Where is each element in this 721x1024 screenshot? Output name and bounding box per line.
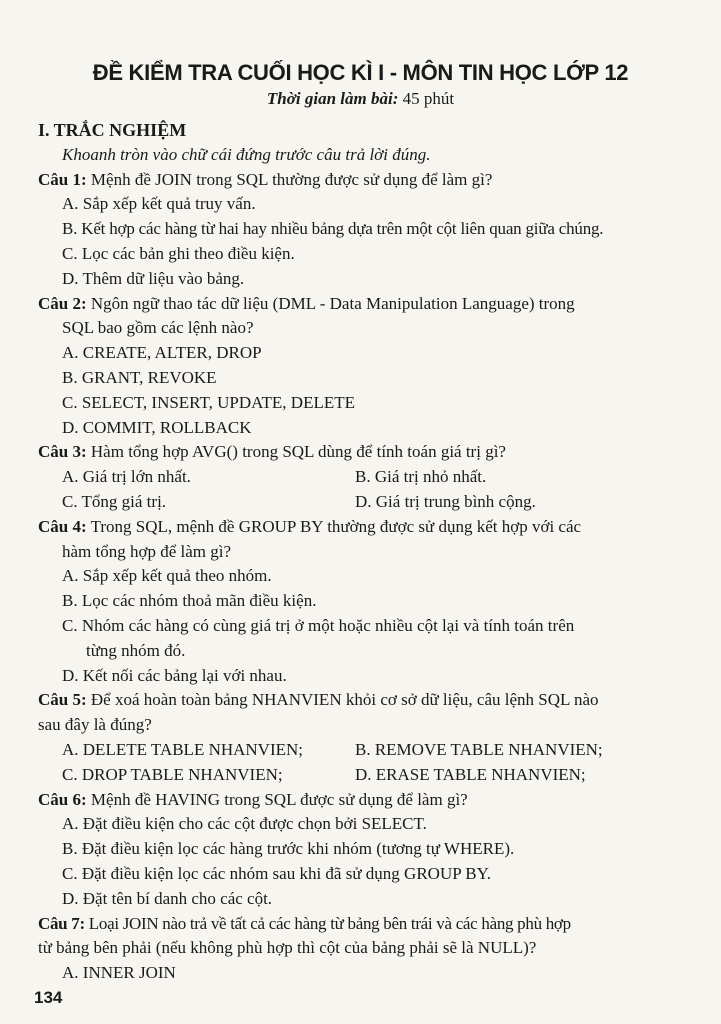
question-text: Mệnh đề JOIN trong SQL thường được sử dụng để làm gì? [86,169,493,189]
instruction: Khoanh tròn vào chữ cái đứng trước câu trả lời đúng. [62,144,431,164]
question-label: Câu 4: [38,516,87,536]
section-heading: I. TRẮC NGHIỆM [38,120,187,140]
option-d: D. COMMIT, ROLLBACK [62,417,252,437]
exam-title: ĐỀ KIỂM TRA CUỐI HỌC KÌ I - MÔN TIN HỌC LỚP 12 [92,60,629,85]
option-c: C. DROP TABLE NHANVIEN; [62,764,283,784]
question-1 [38,168,660,193]
question-label: Câu 3: [38,442,87,462]
question-text: Hàm tổng hợp AVG() trong SQL dùng để tính toán giá trị gì? [86,442,506,462]
question-text: Ngôn ngữ thao tác dữ liệu (DML - Data Manipulation Language) trong [86,293,575,313]
option-b: B. Đặt điều kiện lọc các hàng trước khi nhóm (tương tự WHERE). [62,839,515,859]
option-c-cont: từng nhóm đó. [86,640,186,660]
option-d: D. Kết nối các bảng lại với nhau. [62,665,287,685]
question-text-cont: hàm tổng hợp để làm gì? [62,541,232,561]
option-a: A. CREATE, ALTER, DROP [62,343,262,363]
option-b: B. Lọc các nhóm thoả mãn điều kiện. [62,591,317,611]
option-c: C. Đặt điều kiện lọc các nhóm sau khi đã sử dụng GROUP BY. [62,863,491,883]
question-label: Câu 2: [38,293,87,313]
option-c [38,614,660,664]
question-text-cont: SQL bao gồm các lệnh nào? [62,318,254,338]
option-c-text: C. Nhóm các hàng có cùng giá trị ở một hoặc nhiều cột lại và tính toán trên [62,615,575,635]
option-d: D. ERASE TABLE NHANVIEN; [355,764,586,784]
question-label: Câu 1: [38,169,87,189]
question-5 [38,688,660,713]
option-c: C. Lọc các bản ghi theo điều kiện. [62,243,295,263]
option-d: D. Đặt tên bí danh cho các cột. [62,888,273,908]
question-label: Câu 5: [38,690,87,710]
option-b: B. REMOVE TABLE NHANVIEN; [355,739,603,759]
question-6 [38,788,660,813]
option-d: D. Thêm dữ liệu vào bảng. [62,268,245,288]
question-text: Mệnh đề HAVING trong SQL được sử dụng để làm gì? [86,789,468,809]
option-a: A. Đặt điều kiện cho các cột được chọn bởi SELECT. [62,814,427,834]
question-3 [38,440,660,465]
question-4 [38,515,660,540]
option-a: A. INNER JOIN [62,963,176,983]
question-label: Câu 7: [38,913,85,933]
question-2 [38,292,660,317]
exam-duration [0,89,721,109]
option-b: B. Kết hợp các hàng từ hai hay nhiều bảng dựa trên một cột liên quan giữa chúng. [62,219,604,239]
option-d: D. Giá trị trung bình cộng. [355,491,536,511]
question-text: Loại JOIN nào trả về tất cả các hàng từ bảng bên trái và các hàng phù hợp [84,913,571,933]
question-text-cont: từ bảng bên phải (nếu không phù hợp thì cột của bảng phải sẽ là NULL)? [38,938,537,958]
option-c: C. Tổng giá trị. [62,491,167,511]
question-label: Câu 6: [38,789,87,809]
question-7 [38,912,660,937]
option-b: B. Giá trị nhỏ nhất. [355,467,487,487]
option-b: B. GRANT, REVOKE [62,367,217,387]
question-text: Trong SQL, mệnh đề GROUP BY thường được sử dụng kết hợp với các [86,516,582,536]
option-a: A. Sắp xếp kết quả theo nhóm. [62,566,272,586]
question-text: Để xoá hoàn toàn bảng NHANVIEN khỏi cơ sở dữ liệu, câu lệnh SQL nào [86,690,599,710]
option-a: A. Giá trị lớn nhất. [62,467,191,487]
option-a: A. DELETE TABLE NHANVIEN; [62,739,304,759]
option-a: A. Sắp xếp kết quả truy vấn. [62,194,256,214]
exam-content [38,118,660,986]
option-c: C. SELECT, INSERT, UPDATE, DELETE [62,392,355,412]
duration-label: Thời gian làm bài: [266,89,399,108]
page-number: 134 [34,988,63,1007]
duration-value: 45 phút [398,89,455,108]
question-text-cont: sau đây là đúng? [38,715,152,735]
